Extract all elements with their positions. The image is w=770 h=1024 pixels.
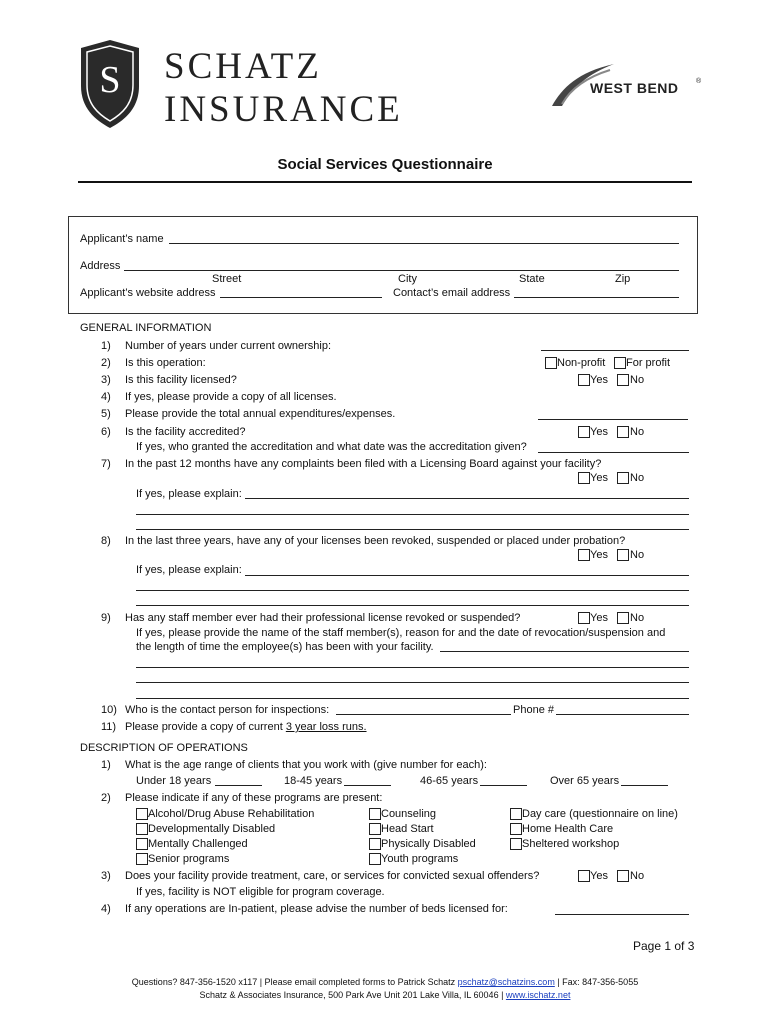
q8-explain-label: If yes, please explain: (136, 564, 242, 576)
q4-text: If yes, please provide a copy of all licenses. (125, 391, 337, 403)
program-checkbox-physically-disabled[interactable] (369, 838, 381, 850)
nonprofit-label: Non-profit (557, 357, 606, 369)
age-over65-label: Over 65 years (550, 775, 620, 787)
q7-explain-field-3[interactable] (136, 529, 689, 530)
program-label-counseling: Counseling (381, 808, 437, 820)
q8-no-label: No (630, 549, 645, 561)
loss-runs-link[interactable]: 3 year loss runs. (285, 721, 367, 733)
op3-number: 3) (101, 870, 111, 882)
phone-label: Phone # (513, 704, 554, 716)
q9-answer-field-1[interactable] (440, 651, 689, 652)
email-label: Contact’s email address (393, 287, 511, 299)
program-label-home-health: Home Health Care (522, 823, 614, 835)
address-city-label: City (398, 273, 417, 285)
west-bend-logo (548, 60, 708, 110)
q9-yes-checkbox[interactable] (578, 612, 590, 624)
q2-number: 2) (101, 357, 111, 369)
q5-text: Please provide the total annual expenditures/expenses. (125, 408, 396, 420)
q7-explain-label: If yes, please explain: (136, 488, 242, 500)
applicant-name-label: Applicant’s name (80, 233, 164, 245)
q9-answer-field-3[interactable] (136, 682, 689, 683)
op2-text: Please indicate if any of these programs are present: (125, 792, 383, 804)
q9-subtext-1: If yes, please provide the name of the staff member(s), reason for and the date of revocation/suspension and (136, 627, 666, 639)
program-checkbox-alcohol-drug[interactable] (136, 808, 148, 820)
footer-line-2 (0, 990, 770, 1001)
program-label-senior: Senior programs (148, 853, 230, 865)
q3-number: 3) (101, 374, 111, 386)
phone-field[interactable] (556, 714, 689, 715)
op3-yes-label: Yes (590, 870, 608, 882)
q11-text (125, 721, 367, 734)
program-checkbox-youth[interactable] (369, 853, 381, 865)
program-checkbox-sheltered-workshop[interactable] (510, 838, 522, 850)
q8-explain-field-1[interactable] (245, 575, 689, 576)
op3-yes-checkbox[interactable] (578, 870, 590, 882)
program-checkbox-head-start[interactable] (369, 823, 381, 835)
age-46-65-label: 46-65 years (420, 775, 479, 787)
q6-text: Is the facility accredited? (125, 426, 246, 438)
q8-explain-field-3[interactable] (136, 605, 689, 606)
q10-number: 10) (101, 704, 117, 716)
general-info-heading: GENERAL INFORMATION (80, 322, 212, 334)
shield-letter: S (99, 59, 121, 101)
program-checkbox-home-health[interactable] (510, 823, 522, 835)
q5-number: 5) (101, 408, 111, 420)
q1-text: Number of years under current ownership: (125, 340, 332, 352)
program-label-alcohol-drug: Alcohol/Drug Abuse Rehabilitation (148, 808, 315, 820)
footer-fax-text: | Fax: 847-356-5055 (554, 977, 639, 987)
applicant-name-field[interactable] (169, 243, 679, 244)
forprofit-label: For profit (626, 357, 671, 369)
q6-number: 6) (101, 426, 111, 438)
footer-line-1 (0, 977, 770, 988)
op2-number: 2) (101, 792, 111, 804)
q8-no-checkbox[interactable] (617, 549, 629, 561)
age-over65-field[interactable] (621, 785, 668, 786)
partner-name: WEST BEND (590, 80, 679, 96)
q6-no-label: No (630, 426, 645, 438)
email-link[interactable]: pschatz@schatzins.com (457, 977, 555, 987)
q6-yes-checkbox[interactable] (578, 426, 590, 438)
q4-number: 4) (101, 391, 111, 403)
brand-name-line1: SCHATZ (164, 46, 322, 87)
q6-answer-field[interactable] (538, 452, 689, 453)
forprofit-checkbox[interactable] (614, 357, 626, 369)
q8-text: In the last three years, have any of your licenses been revoked, suspended or placed under probation? (125, 535, 626, 547)
address-label: Address (80, 260, 121, 272)
q9-text: Has any staff member ever had their professional license revoked or suspended? (125, 612, 521, 624)
age-under18-label: Under 18 years (136, 775, 212, 787)
q7-no-label: No (630, 472, 645, 484)
operations-heading: DESCRIPTION OF OPERATIONS (80, 742, 248, 754)
program-checkbox-mentally-challenged[interactable] (136, 838, 148, 850)
program-checkbox-counseling[interactable] (369, 808, 381, 820)
q3-yes-label: Yes (590, 374, 608, 386)
q9-subtext-2: the length of time the employee(s) has been with your facility. (136, 641, 434, 653)
address-zip-label: Zip (615, 273, 631, 285)
q3-no-checkbox[interactable] (617, 374, 629, 386)
q9-number: 9) (101, 612, 111, 624)
op3-no-checkbox[interactable] (617, 870, 629, 882)
q7-yes-label: Yes (590, 472, 608, 484)
op1-number: 1) (101, 759, 111, 771)
q9-answer-field-2[interactable] (136, 667, 689, 668)
page-number: Page 1 of 3 (633, 939, 695, 953)
op1-text: What is the age range of clients that you work with (give number for each): (125, 759, 487, 771)
q9-answer-field-4[interactable] (136, 698, 689, 699)
q9-no-checkbox[interactable] (617, 612, 629, 624)
page-title: Social Services Questionnaire (277, 156, 493, 173)
q7-explain-field-2[interactable] (136, 514, 689, 515)
op3-no-label: No (630, 870, 645, 882)
registered-mark: ® (696, 78, 702, 85)
beds-field[interactable] (555, 914, 689, 915)
q2-text: Is this operation: (125, 357, 206, 369)
program-checkbox-day-care[interactable] (510, 808, 522, 820)
q10-contact-field[interactable] (336, 714, 511, 715)
q7-text: In the past 12 months have any complaints been filed with a Licensing Board against your facility? (125, 458, 602, 470)
op3-subtext: If yes, facility is NOT eligible for program coverage. (136, 886, 385, 898)
program-label-head-start: Head Start (381, 823, 434, 835)
footer-address-text: Schatz & Associates Insurance, 500 Park Ave Unit 201 Lake Villa, IL 60046 | (199, 990, 506, 1000)
nonprofit-checkbox[interactable] (545, 357, 557, 369)
age-46-65-field[interactable] (480, 785, 527, 786)
q9-yes-label: Yes (590, 612, 608, 624)
q6-subtext: If yes, who granted the accreditation and what date was the accreditation given? (136, 441, 527, 453)
age-18-45-field[interactable] (344, 785, 391, 786)
address-field[interactable] (124, 270, 679, 271)
program-checkbox-senior[interactable] (136, 853, 148, 865)
program-label-sheltered-workshop: Sheltered workshop (522, 838, 620, 850)
q7-explain-field-1[interactable] (245, 498, 689, 499)
program-label-developmentally-disabled: Developmentally Disabled (148, 823, 276, 835)
age-under18-field[interactable] (215, 785, 262, 786)
title-divider (78, 181, 692, 183)
website-link[interactable]: www.ischatz.net (505, 990, 571, 1000)
q9-no-label: No (630, 612, 645, 624)
program-checkbox-developmentally-disabled[interactable] (136, 823, 148, 835)
op4-number: 4) (101, 903, 111, 915)
footer-contact-text: Questions? 847-356-1520 x117 | Please email completed forms to Patrick Schatz (131, 977, 458, 987)
program-label-physically-disabled: Physically Disabled (381, 838, 476, 850)
address-state-label: State (519, 273, 545, 285)
q1-number: 1) (101, 340, 111, 352)
address-street-label: Street (212, 273, 242, 285)
q11-text-prefix: Please provide a copy of current (125, 721, 283, 733)
email-field[interactable] (514, 297, 679, 298)
q7-yes-checkbox[interactable] (578, 472, 590, 484)
q3-yes-checkbox[interactable] (578, 374, 590, 386)
program-label-mentally-challenged: Mentally Challenged (148, 838, 248, 850)
program-label-day-care: Day care (questionnaire on line) (522, 808, 678, 820)
q3-text: Is this facility licensed? (125, 374, 237, 386)
q8-number: 8) (101, 535, 111, 547)
q7-number: 7) (101, 458, 111, 470)
q6-no-checkbox[interactable] (617, 426, 629, 438)
schatz-logo (78, 38, 408, 133)
age-18-45-label: 18-45 years (284, 775, 343, 787)
q5-answer-field[interactable] (538, 419, 688, 420)
q10-text: Who is the contact person for inspections: (125, 704, 330, 716)
q8-explain-field-2[interactable] (136, 590, 689, 591)
q8-yes-checkbox[interactable] (578, 549, 590, 561)
q11-number: 11) (101, 721, 117, 733)
op3-text: Does your facility provide treatment, care, or services for convicted sexual offenders? (125, 870, 540, 882)
q1-answer-field[interactable] (541, 350, 689, 351)
q3-no-label: No (630, 374, 645, 386)
website-field[interactable] (220, 297, 382, 298)
op4-text: If any operations are In-patient, please advise the number of beds licensed for: (125, 903, 508, 915)
website-label: Applicant’s website address (80, 287, 216, 299)
q8-yes-label: Yes (590, 549, 608, 561)
program-label-youth: Youth programs (381, 853, 459, 865)
q7-no-checkbox[interactable] (617, 472, 629, 484)
q6-yes-label: Yes (590, 426, 608, 438)
brand-name-line2: INSURANCE (164, 89, 403, 130)
